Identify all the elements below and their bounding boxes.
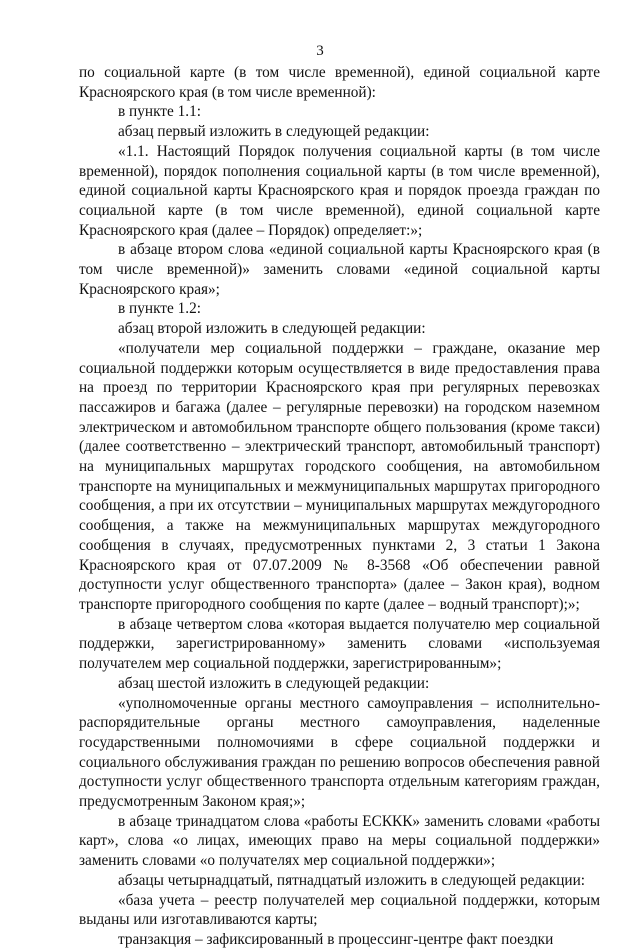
paragraph: по социальной карте (в том числе временной), единой социальной карте Красноярского края (в том числе временной):: [79, 64, 600, 101]
paragraph: «уполномоченные органы местного самоуправления – исполнительно-распорядительные органы местного самоуправления, наделенные государственными полномочиями в сфере социальной поддержки и социального обслуживания граждан по решению вопросов обеспечения равной доступности услуг общественного транспорта отдельным категориям граждан, предусмотренным Законом края;»;: [79, 694, 600, 811]
paragraph: абзацы четырнадцатый, пятнадцатый изложить в следующей редакции:: [118, 871, 586, 889]
paragraph: «база учета – реестр получателей мер социальной поддержки, которым выданы или изготавливаются карты;: [79, 891, 600, 929]
paragraph: в абзаце четвертом слова «которая выдается получателю мер социальной поддержки, зарегистрированному» заменить словами «используемая получателем мер социальной поддержки, зарегистрированным»;: [79, 615, 600, 673]
paragraph: в пункте 1.2:: [118, 300, 201, 318]
paragraph: абзац второй изложить в следующей редакции:: [118, 320, 426, 338]
paragraph: абзац первый изложить в следующей редакции:: [118, 123, 430, 141]
page-number: 3: [316, 43, 324, 59]
paragraph: в абзаце втором слова «единой социальной карты Красноярского края (в том числе временной)» заменить словами «единой социальной карты Красноярского края»;: [79, 241, 600, 298]
paragraph: «1.1. Настоящий Порядок получения социальной карты (в том числе временной), порядок пополнения социальной карты (в том числе временной), единой социальной карты Красноярского края и порядок проезда граждан по социальной карте (в том числе временной), единой социальной карте Красноярского края (далее – Порядок) определяет:»;: [79, 142, 600, 239]
paragraph: транзакция – зафиксированный в процессинг-центре факт поездки: [118, 930, 554, 948]
paragraph: «получатели мер социальной поддержки – граждане, оказание мер социальной поддержки которым осуществляется в виде предоставления права на проезд по территории Красноярского края при регулярных перевозках пассажиров и багажа (далее – регулярные перевозки) на городском наземном электрическом и автомобильном транспорте общего пользования (кроме такси) (далее соответственно – электрический транспорт, автомобильный транспорт) на муниципальных маршрутах городского сообщения, на автомобильном транспорте на муниципальных и межмуниципальных маршрутах пригородного сообщения, а при их отсутствии – муниципальных маршрутах междугородного сообщения, а также на межмуниципальных маршрутах междугородного сообщения в случаях, предусмотренных пунктами 2, 3 статьи 1 Закона Красноярского края от 07.07.2009 № 8-3568 «Об обеспечении равной доступности услуг общественного транспорта» (далее – Закон края), водном транспорте пригородного сообщения по карте (далее – водный транспорт);»;: [79, 339, 600, 613]
paragraph: в абзаце тринадцатом слова «работы ЕСККК» заменить словами «работы карт», слова «о лицах, имеющих право на меры социальной поддержки» заменить словами «о получателях мер социальной поддержки»;: [79, 812, 600, 870]
document-body: [79, 63, 600, 950]
paragraph: абзац шестой изложить в следующей редакции:: [118, 674, 430, 692]
paragraph: в пункте 1.1:: [118, 103, 201, 121]
